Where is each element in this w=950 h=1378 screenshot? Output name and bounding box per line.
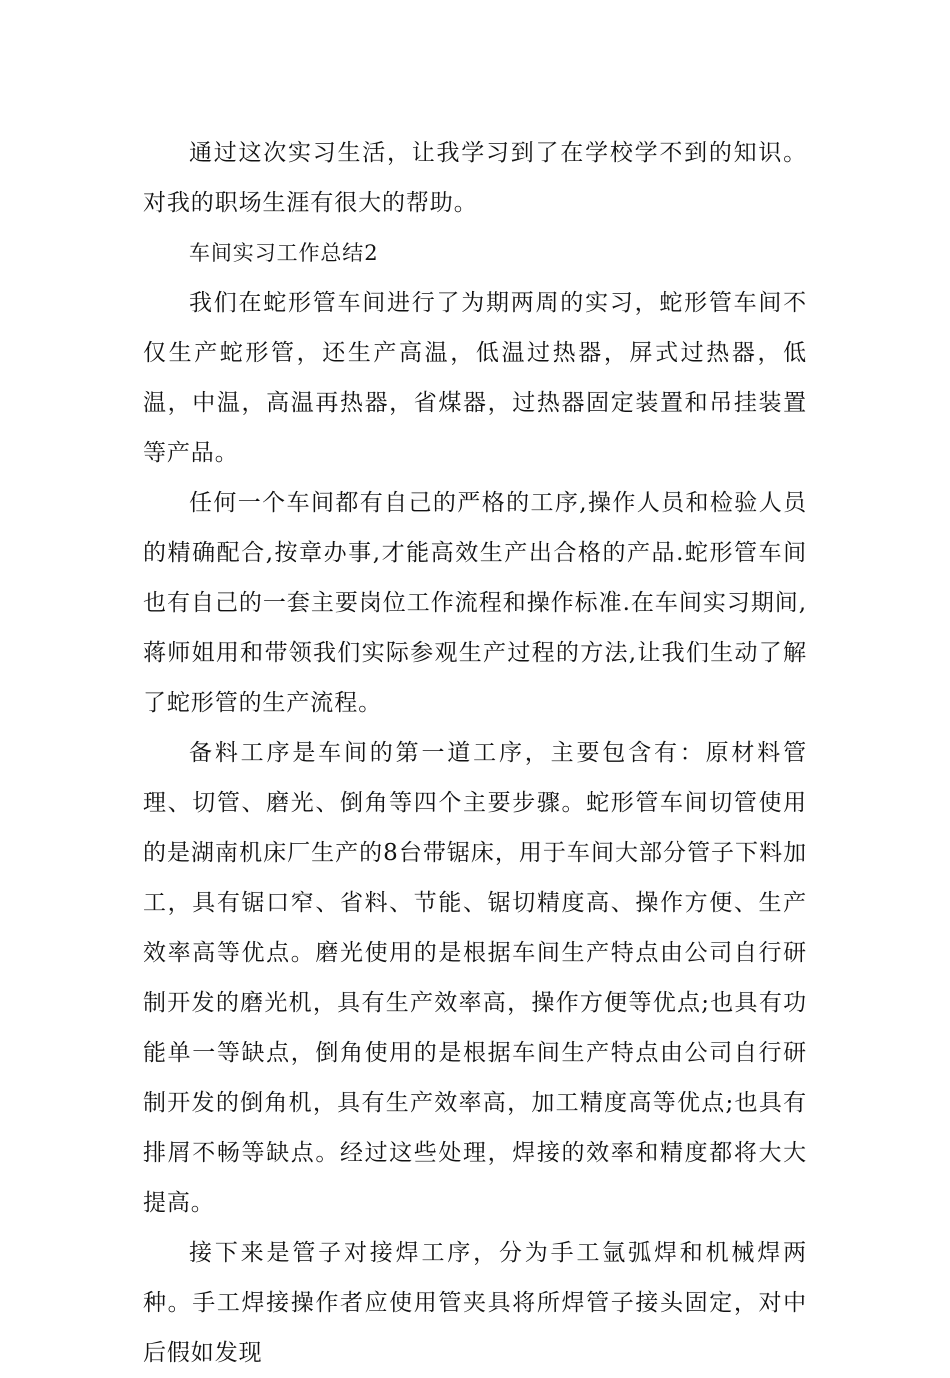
paragraph-process-standards: 任何一个车间都有自己的严格的工序,操作人员和检验人员的精确配合,按章办事,才能高效生产出合格的产品.蛇形管车间也有自己的一套主要岗位工作流程和操作标准.在车间实习期间,蒋师姐用和带领我们实际参观生产过程的方法,让我们生动了解了蛇形管的生产流程。 — [143, 490, 807, 716]
section-heading: 车间实习工作总结2 — [189, 241, 379, 265]
paragraph-butt-welding: 接下来是管子对接焊工序，分为手工氩弧焊和机械焊两种。手工焊接操作者应使用管夹具将所焊管子接头固定，对中后假如发现 — [143, 1240, 807, 1366]
paragraph-internship-reflection: 通过这次实习生活，让我学习到了在学校学不到的知识。对我的职场生涯有很大的帮助。 — [143, 140, 807, 216]
paragraph-workshop-intro: 我们在蛇形管车间进行了为期两周的实习，蛇形管车间不仅生产蛇形管，还生产高温，低温过热器，屏式过热器，低温，中温，高温再热器，省煤器，过热器固定装置和吊挂装置等产品。 — [143, 290, 807, 466]
paragraph-material-preparation: 备料工序是车间的第一道工序，主要包含有：原材料管理、切管、磨光、倒角等四个主要步骤。蛇形管车间切管使用的是湖南机床厂生产的8台带锯床，用于车间大部分管子下料加工，具有锯口窄、省料、节能、锯切精度高、操作方便、生产效率高等优点。磨光使用的是根据车间生产特点由公司自行研制开发的磨光机，具有生产效率高，操作方便等优点;也具有功能单一等缺点，倒角使用的是根据车间生产特点由公司自行研制开发的倒角机，具有生产效率高，加工精度高等优点;也具有排屑不畅等缺点。经过这些处理，焊接的效率和精度都将大大提高。 — [143, 740, 807, 1216]
document-body — [143, 128, 807, 1378]
